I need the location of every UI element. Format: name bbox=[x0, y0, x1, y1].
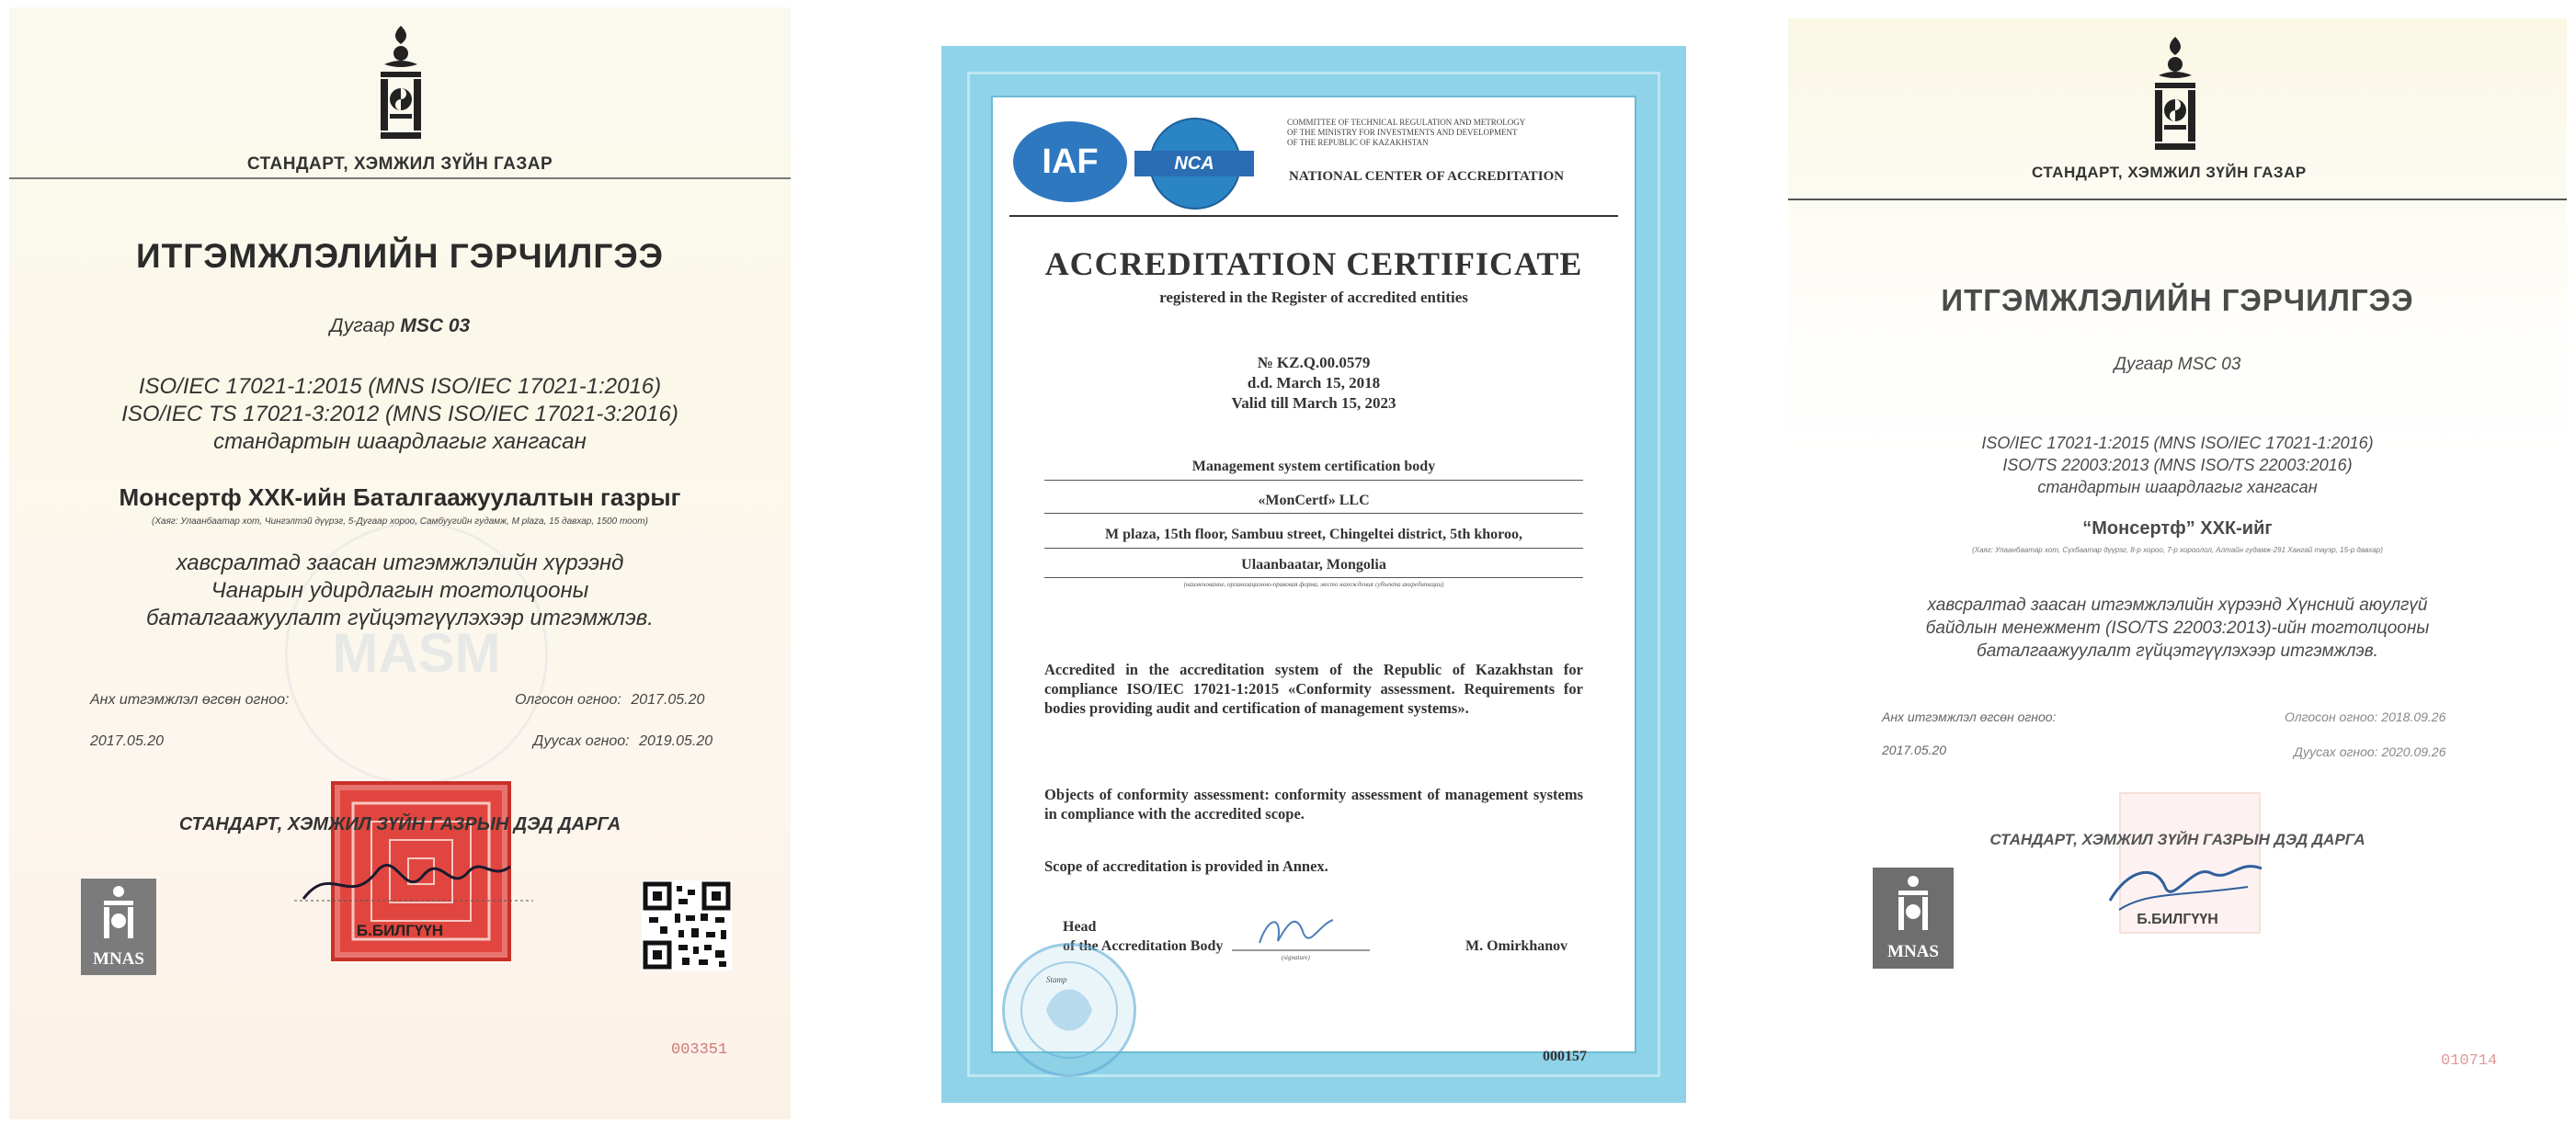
address-caption: (наименование, организационно-правовая форма, место нахождения субъекта аккредитации) bbox=[1183, 581, 1444, 588]
first-accredited-label: Анх итгэмжлэл өгсөн огноо: bbox=[1882, 709, 2057, 724]
first-accredited-date: 2017.05.20 bbox=[1882, 743, 1947, 757]
head-name: M. Omirkhanov bbox=[1465, 938, 1568, 954]
rule bbox=[1044, 577, 1583, 578]
certificate-right bbox=[1788, 18, 2567, 1121]
signatory-name: Б.БИЛГҮҮН bbox=[356, 922, 444, 939]
certificate-subtitle: registered in the Register of accredited entities bbox=[1159, 289, 1468, 306]
header-rule bbox=[1788, 199, 2567, 200]
number-value: MSC 03 bbox=[400, 315, 471, 336]
number-label: Дугаар bbox=[329, 315, 395, 336]
address-line-2: Ulaanbaatar, Mongolia bbox=[1241, 557, 1386, 573]
expiry-date: 2020.09.26 bbox=[2381, 744, 2446, 759]
first-accredited-date: 2017.05.20 bbox=[90, 733, 165, 749]
scope-paragraph: Scope of accreditation is provided in Annex. bbox=[1044, 857, 1328, 875]
seal-pattern-icon bbox=[1005, 946, 1134, 1074]
body-name: «MonCertf» LLC bbox=[1258, 493, 1370, 508]
scope-line-3: баталгаажуулалт гүйцэтгүүлэхээр итгэмжлэв. bbox=[1977, 641, 2378, 661]
registration-date: d.d. March 15, 2018 bbox=[1247, 374, 1381, 392]
registration-number: № KZ.Q.00.0579 bbox=[1257, 354, 1371, 371]
certificate-center bbox=[941, 46, 1686, 1103]
signature-icon bbox=[1232, 906, 1370, 961]
address-line-1: M plaza, 15th floor, Sambuu street, Chingeltei district, 5th khoroo, bbox=[1105, 527, 1522, 542]
standard-line-2: ISO/TS 22003:2013 (MNS ISO/TS 22003:2016) bbox=[2002, 456, 2353, 474]
watermark: MASM bbox=[285, 522, 548, 785]
serial-number: 010714 bbox=[2441, 1052, 2498, 1070]
signature-caption: (signature) bbox=[1282, 954, 1310, 961]
certificate-title: ACCREDITATION CERTIFICATE bbox=[1044, 245, 1583, 282]
standard-line-3: стандартын шаардлагыг хангасан bbox=[2037, 478, 2318, 496]
scope-line-1: хавсралтад заасан итгэмжлэлийн хүрээнд Хүнсний аюулгүй bbox=[1927, 596, 2428, 615]
certificate-left bbox=[9, 7, 791, 1119]
issued-date: 2018.09.26 bbox=[2381, 709, 2446, 724]
certificate-number bbox=[9, 315, 791, 337]
stamp-label: Stamp bbox=[1046, 975, 1067, 984]
expiry-label: Дуусах огноо: bbox=[2294, 744, 2378, 759]
mnas-logo bbox=[81, 879, 156, 975]
committee-line-3: OF THE REPUBLIC OF KAZAKHSTAN bbox=[1287, 138, 1429, 147]
issued-label: Олгосон огноо: bbox=[515, 692, 621, 708]
organization-name: “Монсертф” ХХК-ийг bbox=[2082, 518, 2273, 539]
iaf-logo: IAF bbox=[1013, 121, 1127, 202]
soyombo-emblem-icon bbox=[2151, 37, 2199, 156]
rule bbox=[1044, 480, 1583, 481]
mnas-emblem-icon bbox=[81, 879, 156, 945]
blue-seal bbox=[1002, 943, 1136, 1077]
expiry-date-row bbox=[2294, 744, 2446, 759]
committee-line-1: COMMITTEE OF TECHNICAL REGULATION AND METROLOGY bbox=[1287, 118, 1526, 127]
header-rule bbox=[9, 177, 791, 179]
number-value: MSC 03 bbox=[2177, 355, 2241, 374]
head-label-1: Head bbox=[1063, 919, 1097, 935]
signatory-title: СТАНДАРТ, ХЭМЖИЛ ЗҮЙН ГАЗРЫН ДЭД ДАРГА bbox=[1989, 831, 2365, 848]
agency-name: СТАНДАРТ, ХЭМЖИЛ ЗҮЙН ГАЗАР bbox=[2032, 164, 2307, 181]
signatory-name: Б.БИЛГҮҮН bbox=[2137, 912, 2218, 927]
expiry-date-row bbox=[533, 733, 712, 750]
organization-address: (Хаяг: Улаанбаатар хот, Сүхбаатар дүүрэг, 8-р хороо, 7-р хороолол, Алтайн гудамж-291 Хангай тауэр, 15-р давхар) bbox=[1972, 546, 2383, 554]
expiry-label: Дуусах огноо: bbox=[533, 733, 630, 749]
rule bbox=[1044, 513, 1583, 514]
standard-line-2: ISO/IEC TS 17021-3:2012 (MNS ISO/IEC 17021-3:2016) bbox=[121, 402, 678, 426]
objects-paragraph: Objects of conformity assessment: conformity assessment of management systems in compliance with the accredited scope. bbox=[1044, 786, 1583, 823]
standard-line-1: ISO/IEC 17021-1:2015 (MNS ISO/IEC 17021-1:2016) bbox=[138, 374, 662, 399]
certificate-title: ИТГЭМЖЛЭЛИЙН ГЭРЧИЛГЭЭ bbox=[1941, 283, 2414, 317]
scope-line-1: хавсралтад заасан итгэмжлэлийн хүрээнд bbox=[176, 550, 624, 575]
issued-label: Олгосон огноо: bbox=[2285, 709, 2378, 724]
standard-line-3: стандартын шаардлагыг хангасан bbox=[213, 429, 587, 454]
agency-name: СТАНДАРТ, ХЭМЖИЛ ЗҮЙН ГАЗАР bbox=[246, 154, 553, 174]
certificate-title: ИТГЭМЖЛЭЛИЙН ГЭРЧИЛГЭЭ bbox=[136, 237, 664, 275]
organization-name: Монсертф ХХК-ийн Баталгаажуулалтын газрыг bbox=[119, 483, 681, 511]
expiry-date: 2019.05.20 bbox=[639, 733, 713, 749]
scope-line-2: байдлын менежмент (ISO/TS 22003:2013)-ийн тогтолцооны bbox=[1925, 619, 2430, 638]
committee-line-2: OF THE MINISTRY FOR INVESTMENTS AND DEVELOPMENT bbox=[1287, 128, 1518, 137]
organization-address: (Хаяг: Улаанбаатар хот, Чингэлтэй дүүрэг, 5-Дугаар хороо, Самбуугийн гудамж, М plaza, 15 давхар, 1500 тоот) bbox=[152, 516, 648, 527]
mnas-logo-text: MNAS bbox=[93, 949, 144, 969]
certificate-number bbox=[1788, 355, 2567, 375]
soyombo-emblem-icon bbox=[377, 26, 425, 145]
issued-date-row bbox=[2285, 709, 2445, 724]
signatory-title: СТАНДАРТ, ХЭМЖИЛ ЗҮЙН ГАЗРЫН ДЭД ДАРГА bbox=[178, 814, 621, 834]
nca-logo: NCA bbox=[1134, 151, 1254, 176]
mnas-logo bbox=[1873, 868, 1954, 969]
scope-line-2: Чанарын удирдлагын тогтолцооны bbox=[211, 578, 589, 603]
certificate-body bbox=[993, 97, 1635, 1064]
valid-till: Valid till March 15, 2023 bbox=[1231, 394, 1396, 412]
accreditation-center-name: NATIONAL CENTER OF ACCREDITATION bbox=[1289, 169, 1565, 184]
head-label-2: of the Accreditation Body bbox=[1063, 938, 1224, 954]
mnas-logo-text: MNAS bbox=[1887, 942, 1939, 961]
issued-date: 2017.05.20 bbox=[631, 692, 705, 708]
body-type: Management system certification body bbox=[1191, 459, 1436, 474]
first-accredited-label: Анх итгэмжлэл өгсөн огноо: bbox=[90, 692, 290, 708]
qr-code-icon bbox=[642, 880, 732, 970]
rule bbox=[1044, 548, 1583, 549]
mnas-emblem-icon bbox=[1873, 868, 1954, 937]
scope-line-3: баталгаажуулалт гүйцэтгүүлэхээр итгэмжлэв. bbox=[146, 606, 654, 630]
serial-number: 003351 bbox=[671, 1041, 728, 1059]
issued-date-row bbox=[515, 692, 704, 709]
serial-number: 000157 bbox=[1543, 1049, 1587, 1064]
standard-line-1: ISO/IEC 17021-1:2015 (MNS ISO/IEC 17021-1:2016) bbox=[1981, 434, 2374, 452]
signature-scribble-icon bbox=[294, 844, 533, 917]
committee-text bbox=[1287, 118, 1525, 148]
number-label: Дугаар bbox=[2114, 355, 2173, 374]
accredited-paragraph: Accredited in the accreditation system of the Republic of Kazakhstan for compliance ISO/IEC 17021-1:2015 «Conformity assessment. Requirements for bodies providing audit and certification of management systems». bbox=[1044, 661, 1583, 717]
header-rule bbox=[1009, 215, 1618, 217]
